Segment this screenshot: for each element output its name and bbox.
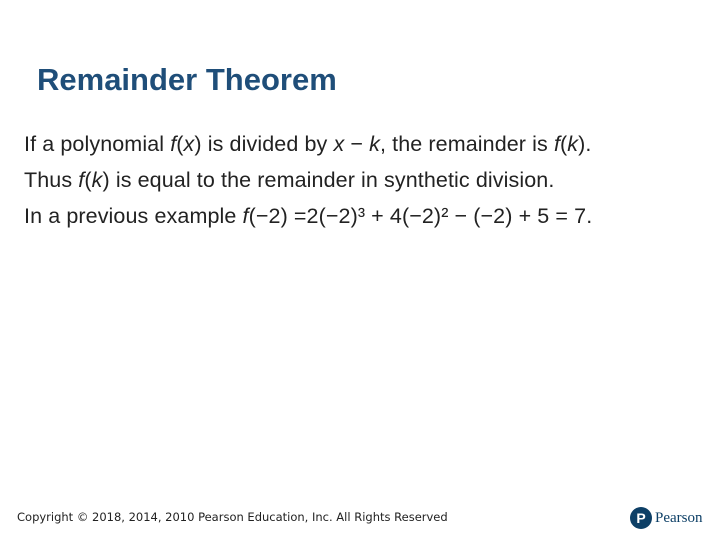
slide-title: Remainder Theorem <box>37 62 337 97</box>
text-run: − <box>344 132 370 156</box>
text-run: ). <box>578 132 592 156</box>
text-run: Thus <box>24 168 79 192</box>
text-run: (−2) =2(−2)³ + 4(−2)² − (−2) + 5 = 7. <box>248 204 593 228</box>
math-run: k <box>91 168 103 192</box>
copyright-footer: Copyright © 2018, 2014, 2010 Pearson Education, Inc. All Rights Reserved <box>17 510 448 524</box>
math-run: k <box>567 132 579 156</box>
math-run: f <box>553 132 561 156</box>
math-run: x <box>183 132 195 156</box>
text-run: ( <box>176 132 184 156</box>
body-line-1 <box>24 126 592 162</box>
text-run: ( <box>560 132 568 156</box>
text-run: ) is divided by <box>194 132 334 156</box>
pearson-logo-icon: P <box>630 507 652 529</box>
slide-body <box>24 126 592 234</box>
text-run: , the remainder is <box>379 132 554 156</box>
text-run: If a polynomial <box>24 132 171 156</box>
math-run: f <box>242 204 249 228</box>
math-run: f <box>78 168 85 192</box>
body-line-3 <box>24 198 592 234</box>
text-run: ) is equal to the remainder in synthetic division. <box>102 168 555 192</box>
math-run: x <box>333 132 345 156</box>
text-run: ( <box>84 168 92 192</box>
pearson-logo-text: Pearson <box>655 509 703 526</box>
pearson-logo <box>630 506 703 530</box>
math-run: f <box>170 132 177 156</box>
math-run: k <box>369 132 380 156</box>
body-line-2 <box>24 162 592 198</box>
text-run: In a previous example <box>24 204 243 228</box>
